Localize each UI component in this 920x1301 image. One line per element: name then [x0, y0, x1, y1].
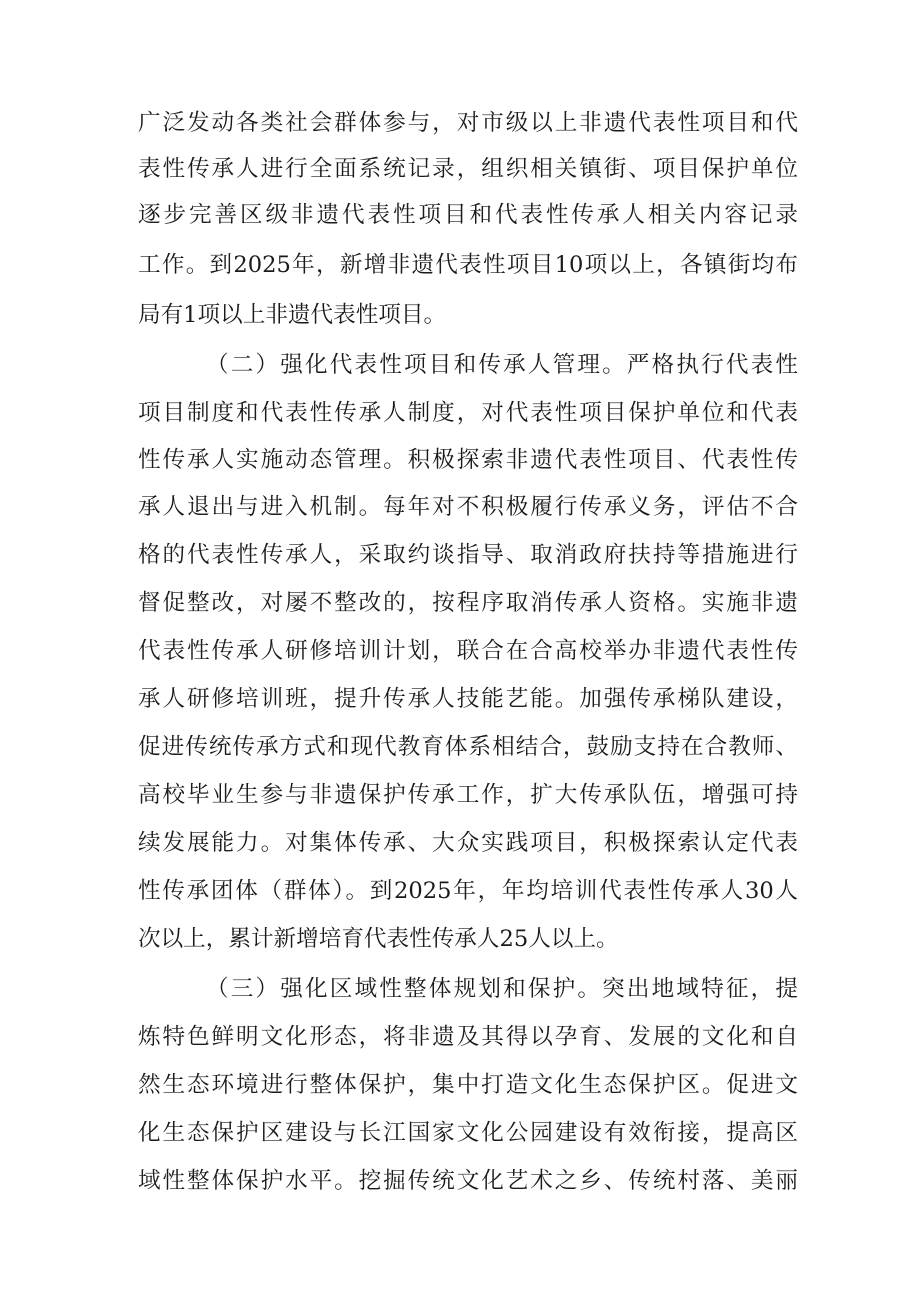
text-line: 广泛发动各类社会群体参与，对市级以上非遗代表性项目和代 — [138, 110, 798, 136]
text-line: 项目制度和代表性传承人制度，对代表性项目保护单位和代表 — [138, 400, 798, 426]
text-line: 性传承团体（群体）。到2025年，年均培训代表性传承人30人 — [138, 878, 798, 904]
text-line: 承人研修培训班，提升传承人技能艺能。加强传承梯队建设， — [138, 686, 798, 712]
text-line: 高校毕业生参与非遗保护传承工作，扩大传承队伍，增强可持 — [138, 782, 798, 808]
text-line: 续发展能力。对集体传承、大众实践项目，积极探索认定代表 — [138, 830, 798, 856]
text-line: 承人退出与进入机制。每年对不积极履行传承义务，评估不合 — [138, 494, 798, 520]
paragraph-heading: （二）强化代表性项目和传承人管理。严格执行代表性 — [206, 352, 798, 378]
text-line: 然生态环境进行整体保护，集中打造文化生态保护区。促进文 — [138, 1072, 798, 1098]
paragraph-heading: （三）强化区域性整体规划和保护。突出地域特征，提 — [206, 976, 798, 1002]
text-line: 表性传承人进行全面系统记录，组织相关镇街、项目保护单位 — [138, 156, 798, 182]
text-line: 促进传统传承方式和现代教育体系相结合，鼓励支持在合教师、 — [138, 734, 798, 760]
text-line: 化生态保护区建设与长江国家文化公园建设有效衔接，提高区 — [138, 1120, 798, 1146]
text-line: 次以上，累计新增培育代表性传承人25人以上。 — [138, 926, 619, 952]
text-line: 性传承人实施动态管理。积极探索非遗代表性项目、代表性传 — [138, 447, 798, 473]
text-line: 督促整改，对屡不整改的，按程序取消传承人资格。实施非遗 — [138, 590, 798, 616]
text-line: 炼特色鲜明文化形态，将非遗及其得以孕育、发展的文化和自 — [138, 1024, 798, 1050]
text-line: 逐步完善区级非遗代表性项目和代表性传承人相关内容记录 — [138, 202, 798, 228]
text-line: 代表性传承人研修培训计划，联合在合高校举办非遗代表性传 — [138, 638, 798, 664]
text-line: 格的代表性传承人，采取约谈指导、取消政府扶持等措施进行 — [138, 542, 798, 568]
text-line: 工作。到2025年，新增非遗代表性项目10项以上，各镇街均布 — [138, 252, 798, 278]
text-line: 局有1项以上非遗代表性项目。 — [138, 302, 447, 328]
text-line: 域性整体保护水平。挖掘传统文化艺术之乡、传统村落、美丽 — [138, 1168, 798, 1194]
